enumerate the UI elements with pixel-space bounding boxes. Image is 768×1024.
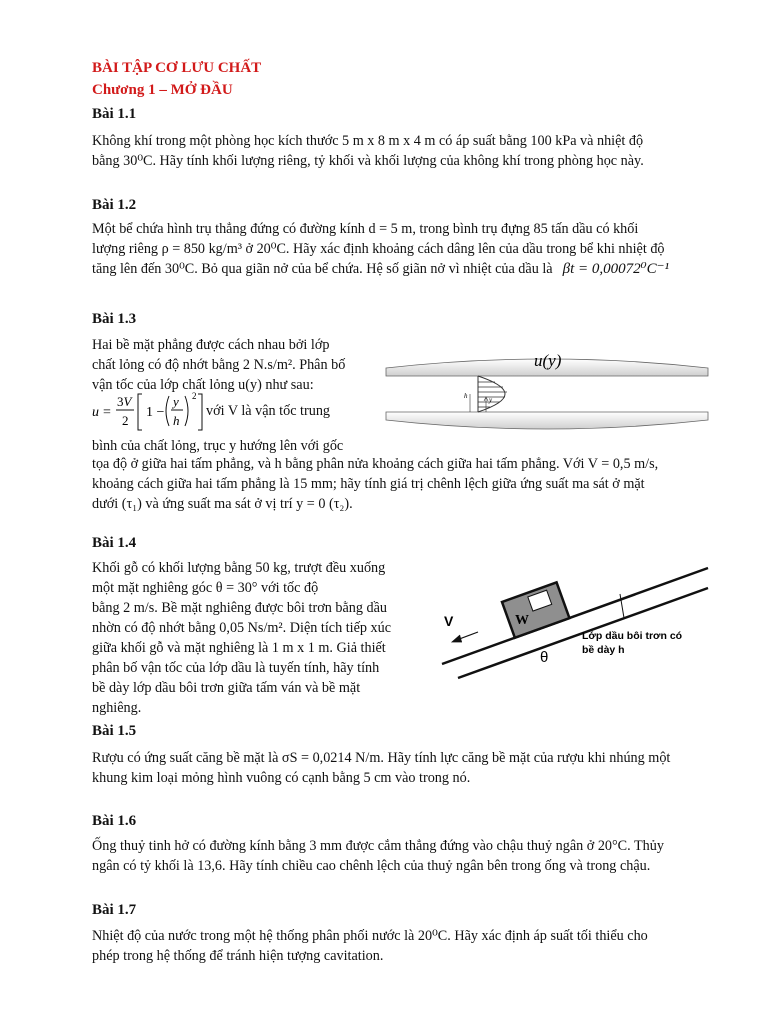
velocity-label: V [444,613,454,629]
formula-tail-text: với V là vận tốc trung [206,403,331,419]
figure-h-label: h [464,392,468,400]
problem-text-left [92,335,368,395]
svg-text:3V: 3V [117,394,132,409]
svg-text:h: h [173,413,180,428]
svg-text:y: y [173,394,179,409]
text-line: Không khí trong một phòng học kích thước 5 m x 8 m x 4 m có áp suất bằng 100 kPa và nhiệt độ [92,133,644,149]
inclined-plane-diagram [438,560,714,684]
svg-text:2: 2 [122,413,129,428]
text-line: Rượu có ứng suất căng bề mặt là σS = 0,0214 N/m. Hãy tính lực căng bề mặt của rượu khi nhúng một [92,750,671,766]
problem-text [92,926,714,966]
text-line: Hai bề mặt phẳng được cách nhau bởi lớp [92,337,330,353]
text-line: Một bể chứa hình trụ thẳng đứng có đường kính d = 5 m, trong bình trụ đựng 85 tấn dầu có khối [92,221,639,237]
text-line: nhờn có độ nhớt bằng 0,05 Ns/m². Diện tích tiếp xúc [92,620,392,636]
problem-title: Bài 1.5 [92,723,137,739]
text-line: lượng riêng ρ = 850 kg/m³ ở 20⁰C. Hãy xác định khoảng cách dâng lên của dầu trong bể khi nhiệt độ [92,241,665,257]
svg-text:1 −: 1 − [146,405,165,420]
text-line: Nhiệt độ của nước trong một hệ thống phân phối nước là 20⁰C. Hãy xác định áp suất tối thiểu cho [92,928,648,944]
problem-text [92,131,714,171]
svg-text:=: = [103,405,111,420]
text-line: dưới (τ₁) và ứng suất ma sát ở vị trí y = 0 (τ₂). [92,496,353,512]
problem-title: Bài 1.4 [92,535,137,551]
lubricant-caption-line2: bề dày h [582,644,625,656]
svg-text:2: 2 [192,391,197,401]
text-line: bề dày lớp dầu bôi trơn giữa tấm ván và bề mặt [92,680,361,696]
text-line: bằng 30⁰C. Hãy tính khối lượng riêng, tỷ khối và khối lượng của không khí trong phòng học này. [92,153,644,169]
text-line: bằng 2 m/s. Bề mặt nghiêng được bôi trơn bằng dầu [92,600,387,616]
text-line: phân bố vận tốc của lớp dầu là tuyến tính, hãy tính [92,660,380,676]
problem-text [92,558,408,718]
text-line: khoảng cách giữa hai tấm phẳng là 15 mm; hãy tính giá trị chênh lệch giữa ứng suất ma sát ở mặt [92,476,645,492]
velocity-formula-graphic [92,390,222,434]
text-line: một mặt nghiêng góc θ = 30° với tốc độ [92,580,319,596]
problem-text [92,748,714,788]
problem-text [92,454,714,514]
figure-u-label: u(y) [534,351,562,370]
text-line: tăng lên đến 30⁰C. Bỏ qua giãn nở của bể chứa. Hệ số giãn nở vì nhiệt của dầu là [92,261,553,277]
text-line: Khối gỗ có khối lượng bằng 50 kg, trượt đều xuống [92,560,386,576]
velocity-profile-figure [382,340,712,446]
chapter-heading: Chương 1 – MỞ ĐẦU [92,82,233,98]
document-title: BÀI TẬP CƠ LƯU CHẤT [92,60,262,76]
svg-text:u: u [92,405,99,420]
text-line: vận tốc của lớp chất lỏng u(y) như sau: [92,377,314,393]
text-line: nghiêng. [92,700,142,716]
expansion-coefficient-formula: βt = 0,00072⁰C⁻¹ [562,261,670,277]
inclined-plane-figure [438,560,714,684]
lubricant-caption-line1: Lớp dầu bôi trơn có [582,630,683,642]
problem-text [92,219,714,279]
weight-label: W [515,613,529,628]
text-line: tọa độ ở giữa hai tấm phẳng, và h bằng phân nửa khoảng cách giữa hai tấm phẳng. Với V = 0,5 m/s, [92,456,659,472]
problem-title: Bài 1.6 [92,813,137,829]
text-line-with-formula [92,259,714,279]
velocity-profile-diagram [382,340,712,446]
text-line: chất lỏng có độ nhớt bằng 2 N.s/m². Phân bố [92,357,346,373]
problem-title: Bài 1.1 [92,106,137,122]
problem-title: Bài 1.7 [92,902,137,918]
text-line: bình của chất lỏng, trục y hướng lên với gốc [92,438,344,454]
problem-text [92,836,714,876]
text-line: giữa khối gỗ và mặt nghiêng là 1 m x 1 m. Giả thiết [92,640,386,656]
text-line: phép trong hệ thống để tránh hiện tượng cavitation. [92,948,384,964]
figure-y-label: y [489,396,493,404]
problem-title: Bài 1.3 [92,311,137,327]
velocity-formula [92,390,372,434]
text-line: Ống thuỷ tinh hở có đường kính bằng 3 mm được cắm thẳng đứng vào chậu thuỷ ngân ở 20°C. Thủy [92,838,664,854]
text-line: khung kim loại mỏng hình vuông có cạnh bằng 5 cm vào trong nó. [92,770,471,786]
text-line: ngân có tỷ khối là 13,6. Hãy tính chiều cao chênh lệch của thuỷ ngân bên trong ống và trong chậu. [92,858,651,874]
problem-title: Bài 1.2 [92,197,137,213]
angle-label: θ [540,649,549,666]
